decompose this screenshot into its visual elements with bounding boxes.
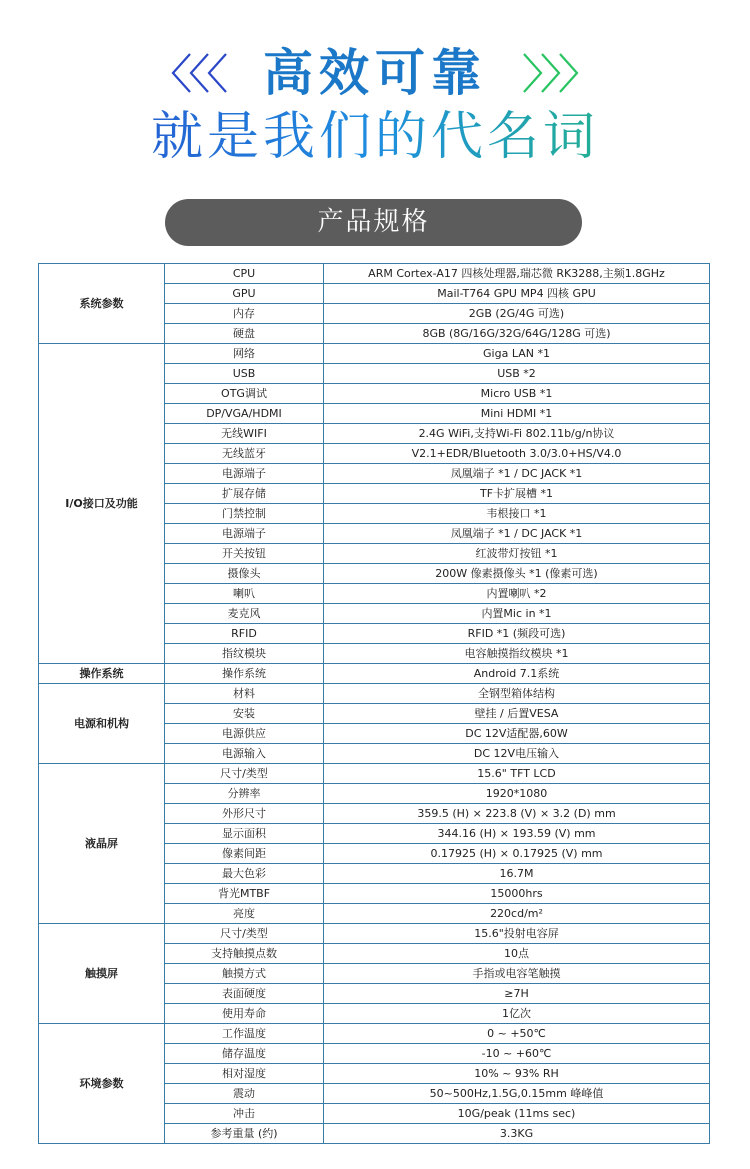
table-row <box>39 924 710 944</box>
spec-name: 操作系统 <box>165 664 324 684</box>
spec-name: 门禁控制 <box>165 504 324 524</box>
spec-value: 10点 <box>324 944 710 964</box>
spec-name: 硬盘 <box>165 324 324 344</box>
spec-value: USB *2 <box>324 364 710 384</box>
spec-value: 内置喇叭 *2 <box>324 584 710 604</box>
spec-name: 相对湿度 <box>165 1064 324 1084</box>
spec-name: 参考重量 (约) <box>165 1124 324 1144</box>
section-heading-pill: 产品规格 <box>165 199 582 246</box>
spec-value: 16.7M <box>324 864 710 884</box>
spec-value: 344.16 (H) × 193.59 (V) mm <box>324 824 710 844</box>
spec-name: 震动 <box>165 1084 324 1104</box>
spec-name: 像素间距 <box>165 844 324 864</box>
spec-name: 网络 <box>165 344 324 364</box>
spec-value: 50~500Hz,1.5G,0.15mm 峰峰值 <box>324 1084 710 1104</box>
spec-name: OTG调试 <box>165 384 324 404</box>
spec-value: DC 12V适配器,60W <box>324 724 710 744</box>
spec-value: 359.5 (H) × 223.8 (V) × 3.2 (D) mm <box>324 804 710 824</box>
spec-name: 摄像头 <box>165 564 324 584</box>
spec-table-body <box>39 264 710 1144</box>
spec-category: 触摸屏 <box>39 924 165 1024</box>
spec-name: 麦克风 <box>165 604 324 624</box>
header-banner <box>0 0 750 190</box>
spec-name: 无线WIFI <box>165 424 324 444</box>
spec-value: DC 12V电压输入 <box>324 744 710 764</box>
spec-value: 0.17925 (H) × 0.17925 (V) mm <box>324 844 710 864</box>
spec-value: 1920*1080 <box>324 784 710 804</box>
spec-name: 电源输入 <box>165 744 324 764</box>
spec-name: RFID <box>165 624 324 644</box>
spec-value: RFID *1 (频段可选) <box>324 624 710 644</box>
spec-value: 红波带灯按钮 *1 <box>324 544 710 564</box>
spec-name: 最大色彩 <box>165 864 324 884</box>
table-row <box>39 664 710 684</box>
table-row <box>39 1024 710 1044</box>
spec-name: 指纹模块 <box>165 644 324 664</box>
spec-name: DP/VGA/HDMI <box>165 404 324 424</box>
spec-value: Giga LAN *1 <box>324 344 710 364</box>
spec-name: USB <box>165 364 324 384</box>
spec-table <box>38 263 710 1144</box>
spec-value: 手指或电容笔触摸 <box>324 964 710 984</box>
spec-value: V2.1+EDR/Bluetooth 3.0/3.0+HS/V4.0 <box>324 444 710 464</box>
spec-value: 凤凰端子 *1 / DC JACK *1 <box>324 464 710 484</box>
spec-value: 壁挂 / 后置VESA <box>324 704 710 724</box>
spec-name: 亮度 <box>165 904 324 924</box>
spec-value: 15.6"投射电容屏 <box>324 924 710 944</box>
spec-value: ARM Cortex-A17 四核处理器,瑞芯微 RK3288,主频1.8GHz <box>324 264 710 284</box>
spec-name: 安装 <box>165 704 324 724</box>
spec-name: 支持触摸点数 <box>165 944 324 964</box>
spec-name: 外形尺寸 <box>165 804 324 824</box>
spec-value: ≥7H <box>324 984 710 1004</box>
table-row <box>39 344 710 364</box>
headline-title: 高效可靠 <box>263 44 487 102</box>
spec-category: I/O接口及功能 <box>39 344 165 664</box>
spec-name: 喇叭 <box>165 584 324 604</box>
spec-category: 液晶屏 <box>39 764 165 924</box>
spec-name: GPU <box>165 284 324 304</box>
spec-value: 凤凰端子 *1 / DC JACK *1 <box>324 524 710 544</box>
spec-value: 电容触摸指纹模块 *1 <box>324 644 710 664</box>
spec-value: 8GB (8G/16G/32G/64G/128G 可选) <box>324 324 710 344</box>
spec-value: 1亿次 <box>324 1004 710 1024</box>
spec-value: 15000hrs <box>324 884 710 904</box>
spec-category: 环境参数 <box>39 1024 165 1144</box>
spec-name: 电源供应 <box>165 724 324 744</box>
spec-value: 220cd/m² <box>324 904 710 924</box>
spec-value: 200W 像素摄像头 *1 (像素可选) <box>324 564 710 584</box>
spec-name: 扩展存储 <box>165 484 324 504</box>
spec-value: 10% ~ 93% RH <box>324 1064 710 1084</box>
spec-name: 尺寸/类型 <box>165 764 324 784</box>
spec-name: 电源端子 <box>165 524 324 544</box>
spec-value: 全钢型箱体结构 <box>324 684 710 704</box>
spec-name: 背光MTBF <box>165 884 324 904</box>
spec-value: Mini HDMI *1 <box>324 404 710 424</box>
spec-value: Micro USB *1 <box>324 384 710 404</box>
spec-name: CPU <box>165 264 324 284</box>
headline-subtitle: 就是我们的代名词 <box>0 102 750 172</box>
spec-value: -10 ~ +60℃ <box>324 1044 710 1064</box>
spec-name: 内存 <box>165 304 324 324</box>
spec-name: 开关按钮 <box>165 544 324 564</box>
spec-value: 15.6" TFT LCD <box>324 764 710 784</box>
spec-value: Android 7.1系统 <box>324 664 710 684</box>
spec-name: 表面硬度 <box>165 984 324 1004</box>
spec-name: 工作温度 <box>165 1024 324 1044</box>
spec-value: 韦根接口 *1 <box>324 504 710 524</box>
spec-value: 3.3KG <box>324 1124 710 1144</box>
table-row <box>39 684 710 704</box>
spec-category: 操作系统 <box>39 664 165 684</box>
spec-name: 使用寿命 <box>165 1004 324 1024</box>
spec-name: 冲击 <box>165 1104 324 1124</box>
spec-value: Mail-T764 GPU MP4 四核 GPU <box>324 284 710 304</box>
spec-category: 系统参数 <box>39 264 165 344</box>
spec-value: 2GB (2G/4G 可选) <box>324 304 710 324</box>
table-row <box>39 264 710 284</box>
table-row <box>39 764 710 784</box>
spec-category: 电源和机构 <box>39 684 165 764</box>
spec-value: 2.4G WiFi,支持Wi-Fi 802.11b/g/n协议 <box>324 424 710 444</box>
spec-name: 分辨率 <box>165 784 324 804</box>
spec-name: 电源端子 <box>165 464 324 484</box>
spec-value: 内置Mic in *1 <box>324 604 710 624</box>
spec-name: 无线蓝牙 <box>165 444 324 464</box>
spec-value: 0 ~ +50℃ <box>324 1024 710 1044</box>
spec-name: 储存温度 <box>165 1044 324 1064</box>
spec-value: TF卡扩展槽 *1 <box>324 484 710 504</box>
spec-value: 10G/peak (11ms sec) <box>324 1104 710 1124</box>
chevron-triple-right-icon <box>518 50 580 96</box>
spec-name: 尺寸/类型 <box>165 924 324 944</box>
spec-name: 显示面积 <box>165 824 324 844</box>
spec-name: 材料 <box>165 684 324 704</box>
spec-name: 触摸方式 <box>165 964 324 984</box>
